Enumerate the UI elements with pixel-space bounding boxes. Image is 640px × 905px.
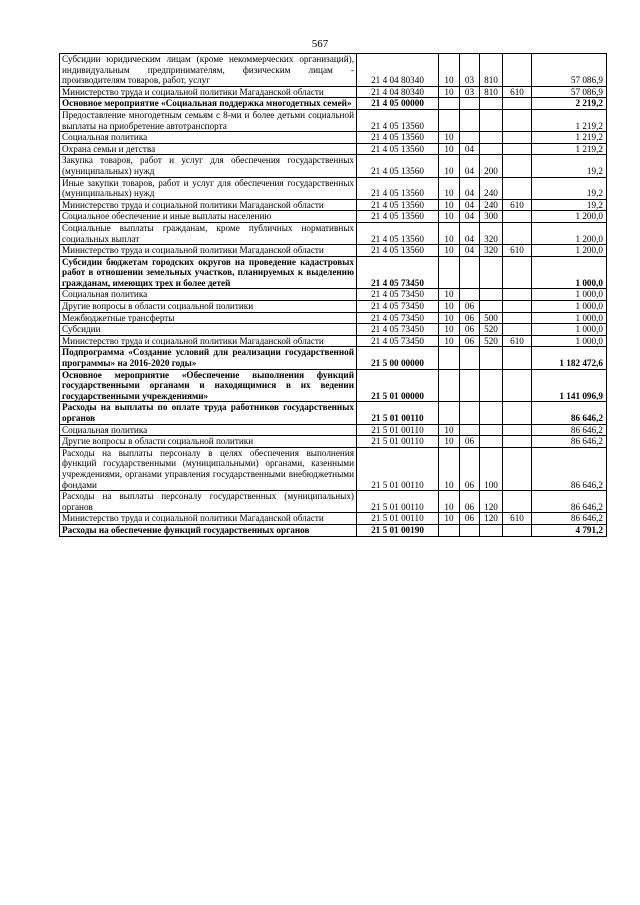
row-expense-type — [480, 132, 503, 144]
row-ministry-code — [503, 324, 532, 336]
row-subsection: 06 — [460, 447, 480, 490]
row-name: Расходы на выплаты персоналу государственных (муниципальных) органов — [60, 491, 357, 513]
table-row — [60, 155, 607, 177]
row-ministry-code: 610 — [503, 335, 532, 347]
row-amount: 86 646,2 — [532, 513, 607, 525]
row-code: 21 4 05 13560 — [357, 143, 439, 155]
table-row — [60, 109, 607, 131]
row-subsection — [460, 132, 480, 144]
table-row — [60, 312, 607, 324]
table-row — [60, 436, 607, 448]
table-row — [60, 177, 607, 199]
row-name: Социальная политика — [60, 424, 357, 436]
row-expense-type: 300 — [480, 211, 503, 223]
row-expense-type: 240 — [480, 177, 503, 199]
row-amount: 57 086,9 — [532, 54, 607, 87]
row-name: Иные закупки товаров, работ и услуг для обеспечения государственных (муниципальных) нужд — [60, 177, 357, 199]
row-expense-type — [480, 98, 503, 110]
row-section: 10 — [439, 245, 460, 257]
row-ministry-code — [503, 436, 532, 448]
row-amount: 86 646,2 — [532, 491, 607, 513]
table-row — [60, 347, 607, 369]
table-row — [60, 289, 607, 301]
row-subsection: 04 — [460, 177, 480, 199]
row-section: 10 — [439, 324, 460, 336]
table-row — [60, 245, 607, 257]
row-ministry-code — [503, 132, 532, 144]
row-expense-type — [480, 289, 503, 301]
row-amount: 2 219,2 — [532, 98, 607, 110]
row-subsection: 04 — [460, 155, 480, 177]
row-subsection: 03 — [460, 86, 480, 98]
row-amount: 1 200,0 — [532, 245, 607, 257]
row-expense-type — [480, 524, 503, 536]
row-amount: 1 000,0 — [532, 289, 607, 301]
row-amount: 86 646,2 — [532, 436, 607, 448]
row-expense-type — [480, 256, 503, 289]
table-row — [60, 222, 607, 244]
page-number: 567 — [311, 38, 329, 50]
row-code: 21 4 05 13560 — [357, 222, 439, 244]
row-name: Министерство труда и социальной политики Магаданской области — [60, 335, 357, 347]
row-amount: 1 141 096,9 — [532, 369, 607, 402]
table-row — [60, 132, 607, 144]
row-code: 21 4 05 73450 — [357, 301, 439, 313]
row-ministry-code — [503, 222, 532, 244]
row-name: Закупка товаров, работ и услуг для обеспечения государственных (муниципальных) нужд — [60, 155, 357, 177]
row-expense-type: 320 — [480, 245, 503, 257]
row-ministry-code — [503, 155, 532, 177]
row-subsection — [460, 402, 480, 424]
row-name: Субсидии — [60, 324, 357, 336]
row-section: 10 — [439, 177, 460, 199]
row-name: Межбюджетные трансферты — [60, 312, 357, 324]
row-amount: 1 219,2 — [532, 143, 607, 155]
row-code: 21 4 05 73450 — [357, 289, 439, 301]
row-code: 21 5 01 00190 — [357, 524, 439, 536]
row-section: 10 — [439, 513, 460, 525]
row-ministry-code — [503, 312, 532, 324]
row-code: 21 5 01 00000 — [357, 369, 439, 402]
row-subsection: 04 — [460, 211, 480, 223]
row-amount: 1 000,0 — [532, 312, 607, 324]
row-expense-type — [480, 369, 503, 402]
row-subsection: 06 — [460, 301, 480, 313]
row-name: Министерство труда и социальной политики Магаданской области — [60, 513, 357, 525]
row-code: 21 5 01 00110 — [357, 513, 439, 525]
row-name: Субсидии юридическим лицам (кроме некоммерческих организаций), индивидуальным предпринимателям, физическим лицам - производителям товаров, работ, услуг — [60, 54, 357, 87]
row-subsection: 04 — [460, 245, 480, 257]
row-subsection — [460, 347, 480, 369]
row-subsection: 06 — [460, 324, 480, 336]
row-expense-type — [480, 402, 503, 424]
row-amount: 86 646,2 — [532, 424, 607, 436]
row-code: 21 5 01 00110 — [357, 436, 439, 448]
row-amount: 1 200,0 — [532, 211, 607, 223]
table-row — [60, 301, 607, 313]
row-subsection: 03 — [460, 54, 480, 87]
row-ministry-code — [503, 301, 532, 313]
row-name: Социальная политика — [60, 289, 357, 301]
row-section — [439, 256, 460, 289]
row-expense-type — [480, 143, 503, 155]
row-expense-type: 500 — [480, 312, 503, 324]
row-name: Министерство труда и социальной политики Магаданской области — [60, 245, 357, 257]
table-row — [60, 54, 607, 87]
row-section: 10 — [439, 436, 460, 448]
row-name: Основное мероприятие «Социальная поддержка многодетных семей» — [60, 98, 357, 110]
row-ministry-code: 610 — [503, 513, 532, 525]
row-amount: 86 646,2 — [532, 447, 607, 490]
table-row — [60, 491, 607, 513]
row-name: Другие вопросы в области социальной политики — [60, 436, 357, 448]
row-section: 10 — [439, 424, 460, 436]
row-ministry-code: 610 — [503, 86, 532, 98]
table-row — [60, 335, 607, 347]
row-code: 21 4 05 13560 — [357, 211, 439, 223]
row-code: 21 4 04 80340 — [357, 86, 439, 98]
row-ministry-code — [503, 524, 532, 536]
row-amount: 19,2 — [532, 155, 607, 177]
row-code: 21 5 01 00110 — [357, 447, 439, 490]
row-code: 21 5 00 00000 — [357, 347, 439, 369]
row-subsection: 04 — [460, 222, 480, 244]
table-row — [60, 199, 607, 211]
row-subsection — [460, 109, 480, 131]
row-section: 10 — [439, 143, 460, 155]
row-section: 10 — [439, 86, 460, 98]
row-ministry-code — [503, 491, 532, 513]
row-section: 10 — [439, 211, 460, 223]
row-name: Министерство труда и социальной политики Магаданской области — [60, 199, 357, 211]
row-code: 21 4 05 73450 — [357, 335, 439, 347]
row-name: Расходы на выплаты персоналу в целях обеспечения выполнения функций государственными (муниципальными) органами, казенными учреждениями, органами управления государственными внебюджетными фондами — [60, 447, 357, 490]
row-amount: 19,2 — [532, 177, 607, 199]
row-amount: 1 000,0 — [532, 324, 607, 336]
table-row — [60, 513, 607, 525]
table-row — [60, 211, 607, 223]
row-subsection — [460, 524, 480, 536]
table-row — [60, 143, 607, 155]
row-name: Социальная политика — [60, 132, 357, 144]
row-section — [439, 109, 460, 131]
row-code: 21 5 01 00110 — [357, 491, 439, 513]
row-subsection: 06 — [460, 312, 480, 324]
row-code: 21 4 05 13560 — [357, 199, 439, 211]
row-amount: 1 182 472,6 — [532, 347, 607, 369]
row-code: 21 4 05 13560 — [357, 155, 439, 177]
table-row — [60, 256, 607, 289]
row-expense-type: 320 — [480, 222, 503, 244]
row-subsection: 06 — [460, 491, 480, 513]
row-subsection: 06 — [460, 335, 480, 347]
row-ministry-code — [503, 369, 532, 402]
row-ministry-code — [503, 54, 532, 87]
row-expense-type: 100 — [480, 447, 503, 490]
row-amount: 1 000,0 — [532, 335, 607, 347]
row-code: 21 4 05 13560 — [357, 177, 439, 199]
row-amount: 19,2 — [532, 199, 607, 211]
table-row — [60, 98, 607, 110]
row-expense-type: 810 — [480, 54, 503, 87]
row-expense-type — [480, 424, 503, 436]
row-amount: 4 791,2 — [532, 524, 607, 536]
row-ministry-code — [503, 289, 532, 301]
row-subsection: 06 — [460, 436, 480, 448]
row-name: Расходы на обеспечение функций государственных органов — [60, 524, 357, 536]
row-name: Основное мероприятие «Обеспечение выполнения функций государственными органами и находящимися в их ведении государственными учреждениями» — [60, 369, 357, 402]
row-section: 10 — [439, 335, 460, 347]
row-name: Расходы на выплаты по оплате труда работников государственных органов — [60, 402, 357, 424]
row-ministry-code — [503, 402, 532, 424]
row-amount: 57 086,9 — [532, 86, 607, 98]
row-section: 10 — [439, 447, 460, 490]
row-ministry-code — [503, 177, 532, 199]
row-code: 21 4 05 73450 — [357, 256, 439, 289]
row-name: Министерство труда и социальной политики Магаданской области — [60, 86, 357, 98]
row-section: 10 — [439, 222, 460, 244]
table-row — [60, 424, 607, 436]
row-section: 10 — [439, 132, 460, 144]
row-subsection — [460, 369, 480, 402]
row-ministry-code — [503, 424, 532, 436]
row-code: 21 4 05 13560 — [357, 132, 439, 144]
table-row — [60, 369, 607, 402]
row-ministry-code: 610 — [503, 245, 532, 257]
row-subsection: 04 — [460, 199, 480, 211]
row-expense-type: 120 — [480, 513, 503, 525]
row-name: Другие вопросы в области социальной политики — [60, 301, 357, 313]
row-section — [439, 98, 460, 110]
row-subsection: 04 — [460, 143, 480, 155]
row-expense-type — [480, 109, 503, 131]
row-ministry-code — [503, 447, 532, 490]
row-name: Социальные выплаты гражданам, кроме публичных нормативных социальных выплат — [60, 222, 357, 244]
row-name: Предоставление многодетным семьям с 8-ми и более детьми социальной выплаты на приобретение автотранспорта — [60, 109, 357, 131]
row-amount: 1 000,0 — [532, 301, 607, 313]
row-section: 10 — [439, 155, 460, 177]
row-subsection — [460, 424, 480, 436]
row-code: 21 4 05 13560 — [357, 245, 439, 257]
row-amount: 1 219,2 — [532, 109, 607, 131]
row-amount: 86 646,2 — [532, 402, 607, 424]
row-amount: 1 219,2 — [532, 132, 607, 144]
row-code: 21 4 05 13560 — [357, 109, 439, 131]
table-row — [60, 324, 607, 336]
row-subsection — [460, 289, 480, 301]
table-row — [60, 447, 607, 490]
table-row — [60, 86, 607, 98]
row-section — [439, 524, 460, 536]
row-section: 10 — [439, 491, 460, 513]
row-code: 21 5 01 00110 — [357, 424, 439, 436]
row-name: Субсидии бюджетам городских округов на проведение кадастровых работ в отношении земельных участков, планируемых к выделению гражданам, имеющих трех и более детей — [60, 256, 357, 289]
row-ministry-code — [503, 211, 532, 223]
row-expense-type: 810 — [480, 86, 503, 98]
row-code: 21 4 04 80340 — [357, 54, 439, 87]
row-code: 21 5 01 00110 — [357, 402, 439, 424]
row-section: 10 — [439, 54, 460, 87]
row-ministry-code — [503, 143, 532, 155]
row-name: Социальное обеспечение и иные выплаты населению — [60, 211, 357, 223]
row-subsection — [460, 256, 480, 289]
row-code: 21 4 05 00000 — [357, 98, 439, 110]
row-section: 10 — [439, 301, 460, 313]
row-expense-type — [480, 436, 503, 448]
budget-table — [59, 53, 607, 537]
row-ministry-code — [503, 347, 532, 369]
row-expense-type: 240 — [480, 199, 503, 211]
row-expense-type: 520 — [480, 335, 503, 347]
row-expense-type: 200 — [480, 155, 503, 177]
row-section: 10 — [439, 312, 460, 324]
row-ministry-code — [503, 109, 532, 131]
row-code: 21 4 05 73450 — [357, 324, 439, 336]
row-expense-type — [480, 347, 503, 369]
row-subsection: 06 — [460, 513, 480, 525]
row-ministry-code: 610 — [503, 199, 532, 211]
row-amount: 1 200,0 — [532, 222, 607, 244]
row-name: Охрана семьи и детства — [60, 143, 357, 155]
row-name: Подпрограмма «Создание условий для реализации государственной программы» на 2016-2020 годы» — [60, 347, 357, 369]
row-amount: 1 000,0 — [532, 256, 607, 289]
table-row — [60, 402, 607, 424]
table-row — [60, 524, 607, 536]
row-subsection — [460, 98, 480, 110]
row-section — [439, 347, 460, 369]
row-section — [439, 402, 460, 424]
row-section — [439, 369, 460, 402]
budget-table-body — [60, 54, 607, 537]
row-section: 10 — [439, 199, 460, 211]
row-ministry-code — [503, 98, 532, 110]
row-section: 10 — [439, 289, 460, 301]
row-expense-type: 120 — [480, 491, 503, 513]
row-ministry-code — [503, 256, 532, 289]
row-code: 21 4 05 73450 — [357, 312, 439, 324]
row-expense-type: 520 — [480, 324, 503, 336]
row-expense-type — [480, 301, 503, 313]
